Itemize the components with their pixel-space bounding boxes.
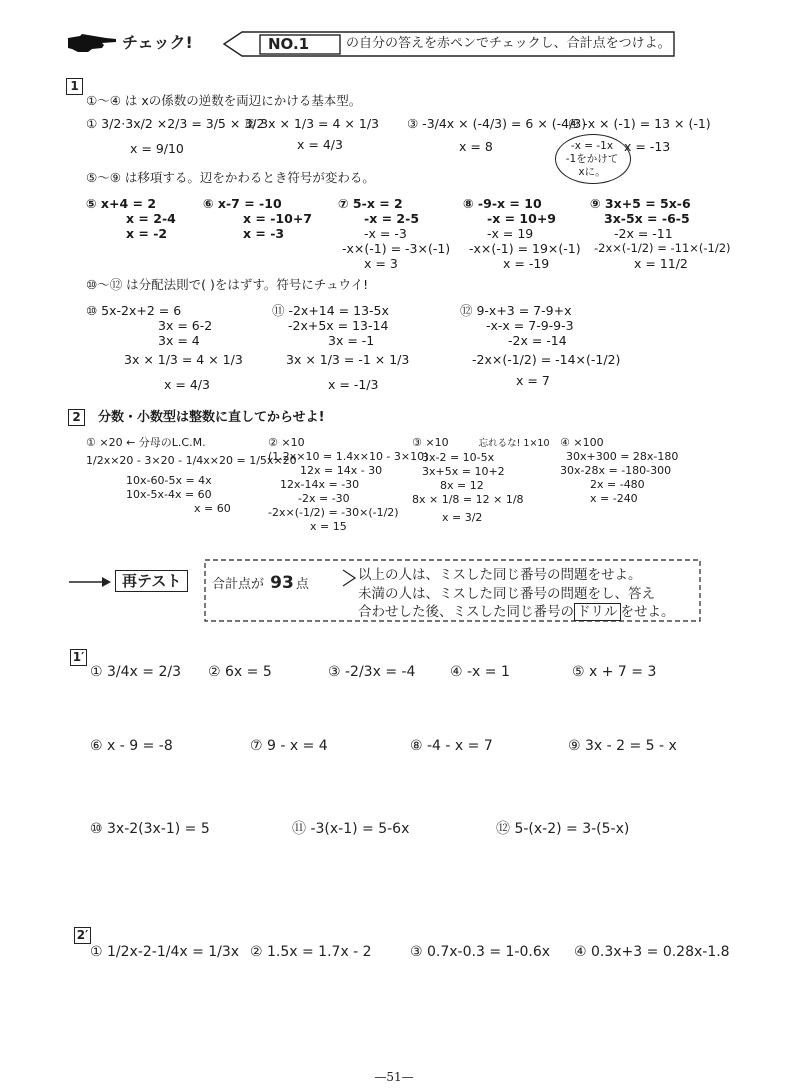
arrow-right-icon — [68, 576, 112, 588]
section-2-prime-number: 2′ — [74, 927, 91, 944]
retest-question-1: ① 3/4x = 2/3 — [90, 664, 181, 680]
problem-7-solution: ⑦ 5-x = 2 -x = 2-5 -x = -3 -x×(-1) = -3×(-1) x = 3 — [338, 196, 451, 271]
retest-question-2: ② 6x = 5 — [208, 664, 272, 680]
retest-question-5: ⑤ x + 7 = 3 — [572, 664, 657, 680]
page-number: —51— — [374, 1070, 414, 1084]
section-1-number: 1 — [66, 78, 83, 95]
problem-1-solution: ① 3/2·3x/2 ×2/3 = 3/5 × 3/2 x = 9/10 — [86, 116, 265, 156]
retest-question-9: ⑨ 3x - 2 = 5 - x — [568, 738, 677, 754]
section-2-problem-3-solution: ③ ×10 忘れるな! 1×10 3x-2 = 10-5x 3x+5x = 10+2 8x = 12 8x × 1/8 = 12 × 1/8 x = 3/2 — [412, 436, 550, 524]
retest-question-4: ④ -x = 1 — [450, 664, 510, 680]
section-2-problem-2-solution: ② ×10 (1.2x×10 = 1.4x×10 - 3×10) 12x = 14x - 30 12x-14x = -30 -2x = -30 -2x×(-1/2) = -30×(-1/2) x = 15 — [268, 436, 429, 533]
check-title: チェック! — [122, 33, 193, 52]
problem-8-solution: ⑧ -9-x = 10 -x = 10+9 -x = 19 -x×(-1) = 19×(-1) x = -19 — [463, 196, 581, 271]
retest-question-3: ③ -2/3x = -4 — [328, 664, 416, 680]
drill-box: ドリル — [574, 603, 621, 621]
section-1-prime-number: 1′ — [70, 649, 87, 666]
section-2-note: 分数・小数型は整数に直してからせよ! — [98, 410, 325, 425]
retest-line-3: 合わせした後、ミスした同じ番号の ドリル をせよ。 — [358, 604, 675, 620]
retest-question-6: ⑥ x - 9 = -8 — [90, 738, 173, 754]
section-1-note-2: ⑤～⑨ は移項する。辺をかわるとき符号が変わる。 — [86, 170, 375, 185]
retest-score-line: 合計点が 93 点 — [212, 573, 309, 593]
retest-fraction-question-4: ④ 0.3x+3 = 0.28x-1.8 — [574, 944, 730, 960]
retest-line-2: 未満の人は、ミスした同じ番号の問題をし、答え — [358, 586, 655, 602]
retest-fraction-question-3: ③ 0.7x-0.3 = 1-0.6x — [410, 944, 551, 960]
retest-question-10: ⑩ 3x-2(3x-1) = 5 — [90, 821, 210, 837]
retest-fraction-question-1: ① 1/2x-2-1/4x = 1/3x — [90, 944, 240, 960]
section-1-note-3: ⑩～⑫ は分配法則で( )をはずす。符号にチュウイ! — [86, 277, 369, 292]
problem-2-solution: ② 3x × 1/3 = 4 × 1/3 x = 4/3 — [245, 116, 379, 152]
retest-line-1: 以上の人は、ミスした同じ番号の問題をせよ。 — [358, 567, 642, 583]
problem-9-solution: ⑨ 3x+5 = 5x-6 3x-5x = -6-5 -2x = -11 -2x×(-1/2) = -11×(-1/2) x = 11/2 — [590, 196, 731, 271]
problem-3-solution: ③ -3/4x × (-4/3) = 6 × (-4/3) x = 8 — [407, 116, 587, 154]
retest-question-11: ⑪ -3(x-1) = 5-6x — [292, 821, 410, 837]
section-1-note-1: ①～④ は xの係数の逆数を両辺にかける基本型。 — [86, 93, 362, 108]
section-2-number: 2 — [68, 409, 85, 426]
retest-fraction-question-2: ② 1.5x = 1.7x - 2 — [250, 944, 372, 960]
header-instruction: の自分の答えを赤ペンでチェックし、合計点をつけよ。 — [346, 36, 671, 51]
problem-10-solution: ⑩ 5x-2x+2 = 6 3x = 6-2 3x = 4 3x × 1/3 = 4 × 1/3 x = 4/3 — [86, 303, 243, 392]
section-2-problem-1-solution: ① ×20 ← 分母のL.C.M. 1/2x×20 - 3×20 - 1/4x×20 = 1/5x×20 10x-60-5x = 4x 10x-5x-4x = 60 x = 60 — [86, 436, 297, 515]
problem-12-solution: ⑫ 9-x+3 = 7-9+x -x-x = 7-9-9-3 -2x = -14 -2x×(-1/2) = -14×(-1/2) x = 7 — [460, 303, 621, 388]
problem-4-solution: ④ -x × (-1) = 13 × (-1) x = -13 — [568, 116, 711, 154]
problem-5-solution: ⑤ x+4 = 2 x = 2-4 x = -2 — [86, 196, 176, 241]
section-2-problem-4-solution: ④ ×100 30x+300 = 28x-180 30x-28x = -180-300 2x = -480 x = -240 — [560, 436, 679, 505]
retest-question-8: ⑧ -4 - x = 7 — [410, 738, 493, 754]
retest-label: 再テスト — [115, 570, 188, 592]
problem-11-solution: ⑪ -2x+14 = 13-5x -2x+5x = 13-14 3x = -1 3x × 1/3 = -1 × 1/3 x = -1/3 — [272, 303, 410, 392]
hint-cloud-text: -x = -1x -1をかけて xに。 — [565, 140, 619, 178]
retest-score: 93 — [270, 573, 294, 593]
problem-6-solution: ⑥ x-7 = -10 x = -10+7 x = -3 — [203, 196, 312, 241]
retest-question-12: ⑫ 5-(x-2) = 3-(5-x) — [496, 821, 630, 837]
pointing-hand-icon — [66, 32, 118, 54]
retest-question-7: ⑦ 9 - x = 4 — [250, 738, 328, 754]
header-no-label: NO.1 — [268, 35, 310, 53]
